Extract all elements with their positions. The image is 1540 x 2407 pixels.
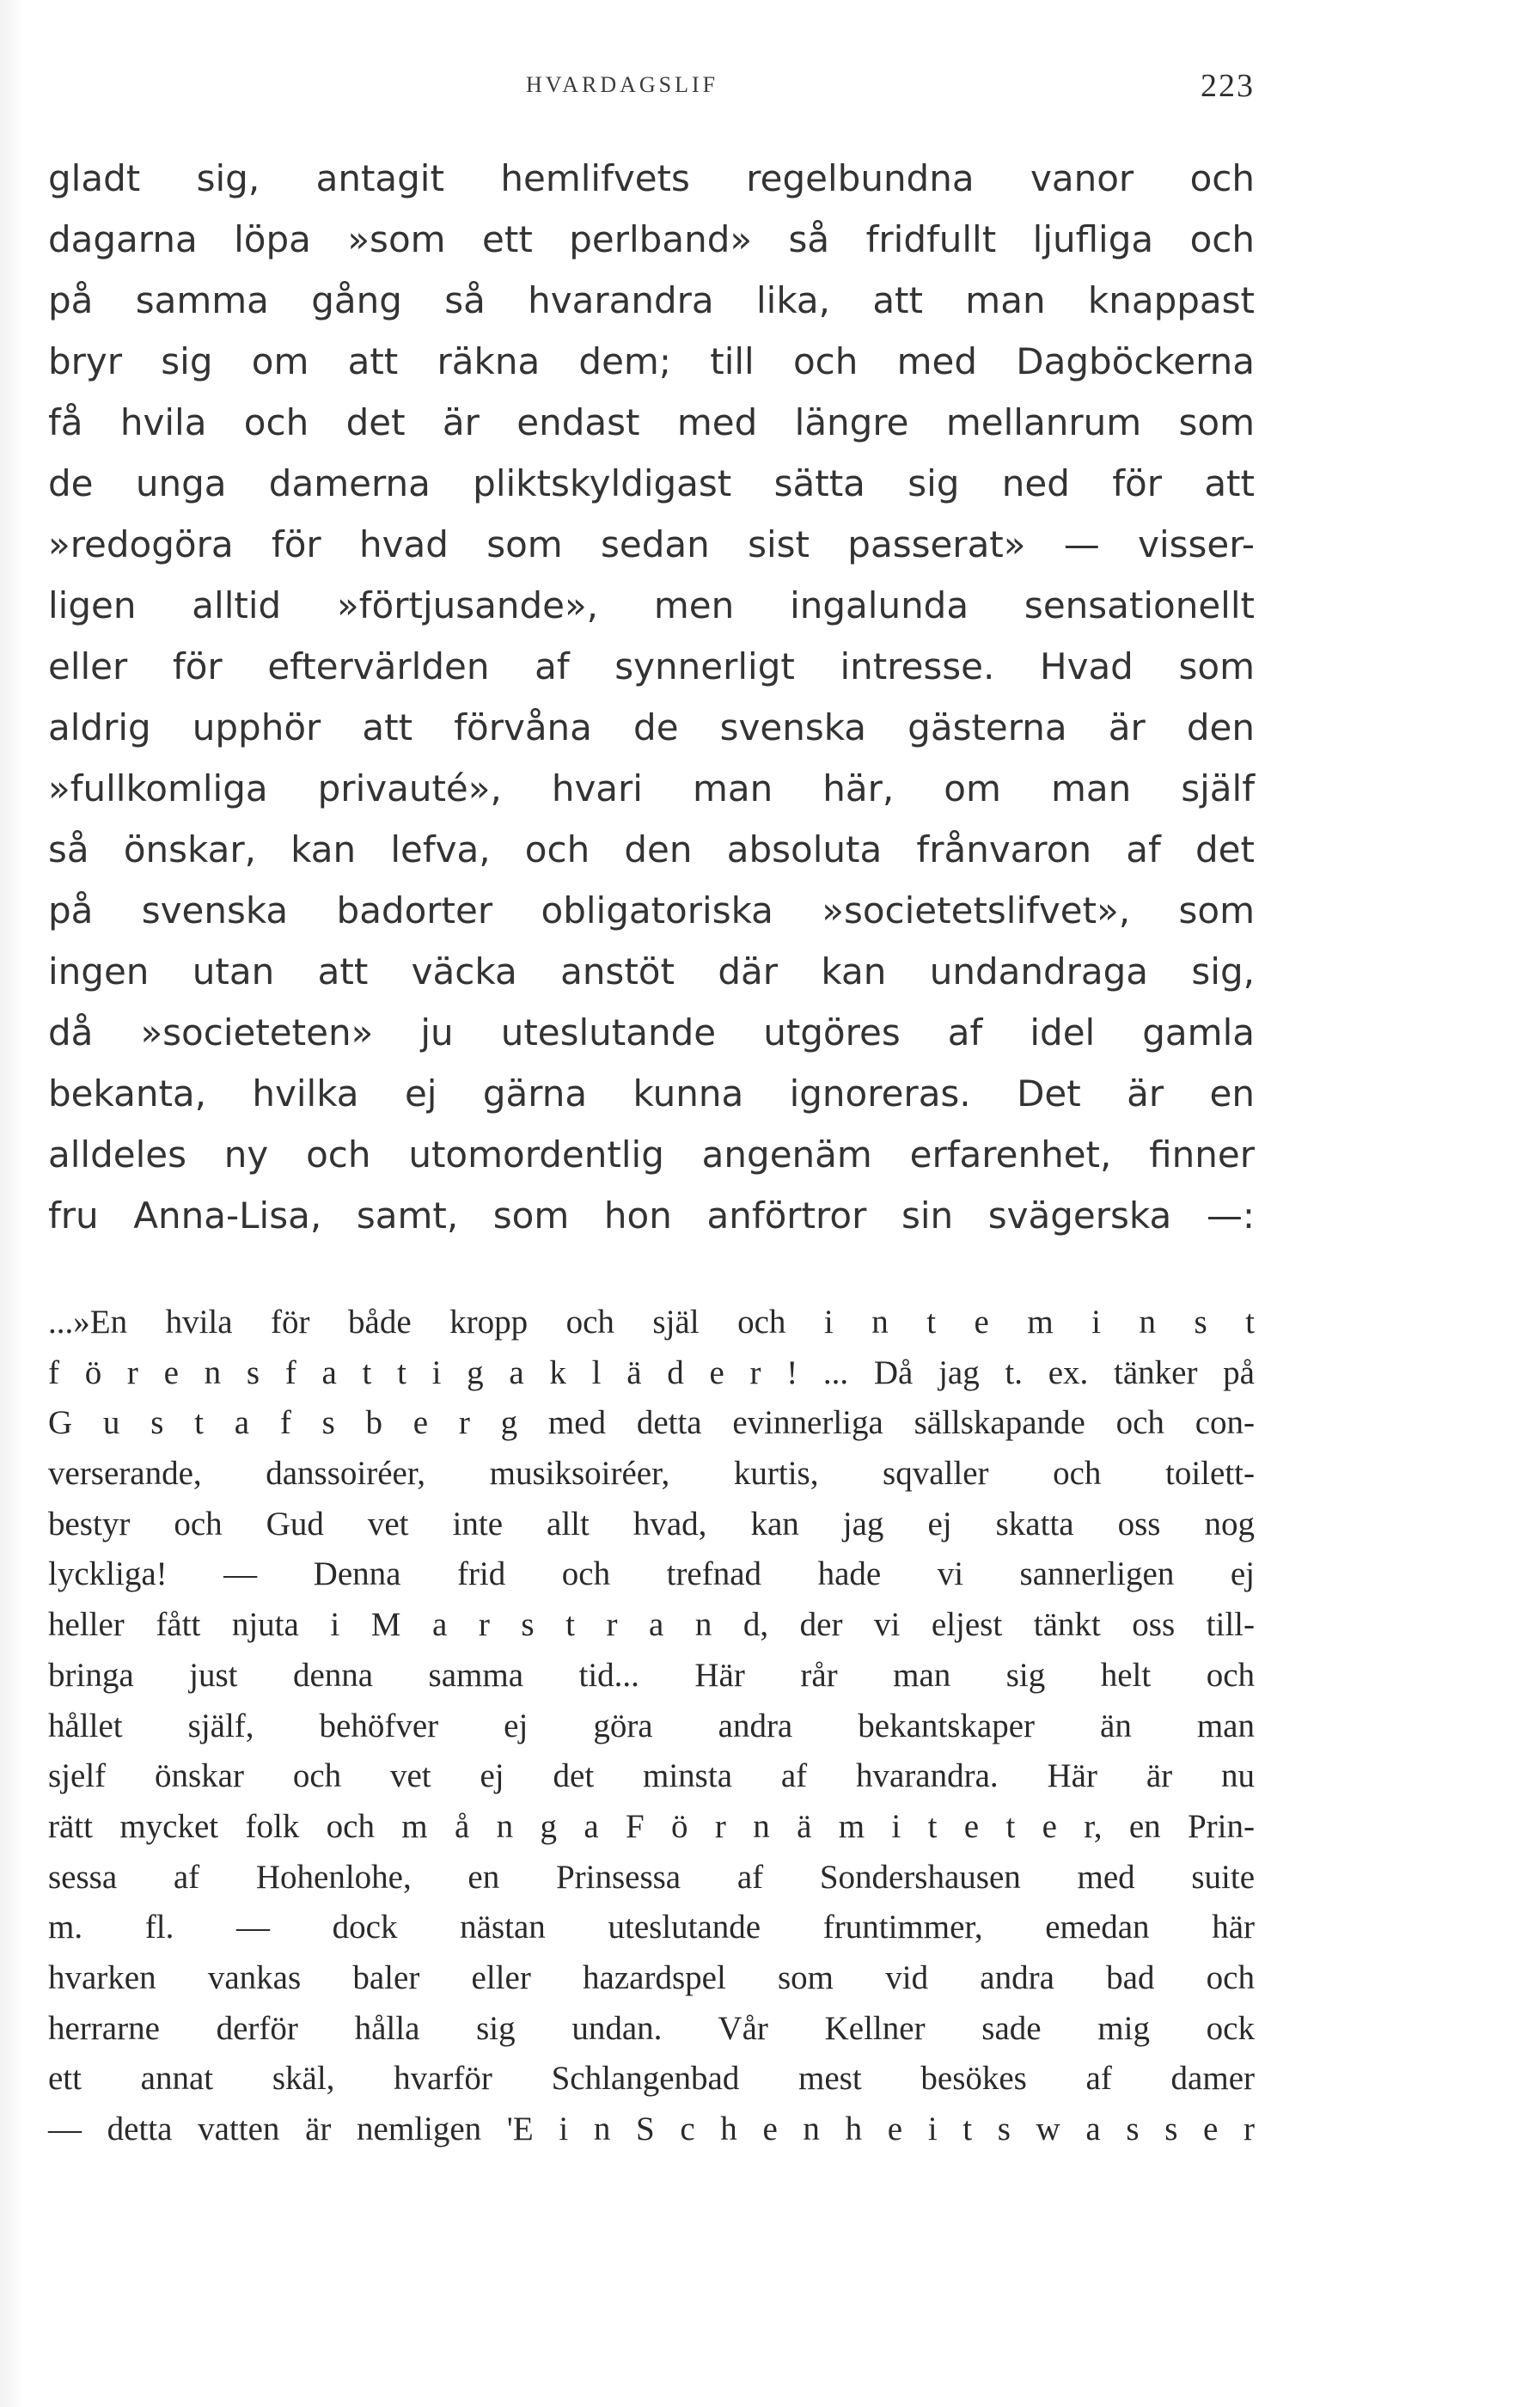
body-line: alldeles ny och utomordentlig angenäm erfarenhet, finner <box>48 1133 1255 1176</box>
quote-line: sjelf önskar och vet ej det minsta af hvarandra. Här är nu <box>48 1757 1255 1795</box>
quote-line: ...»En hvila för både kropp och själ och i n t e m i n s t <box>48 1304 1255 1341</box>
body-paragraph <box>48 148 1255 1246</box>
quote-line: bringa just denna samma tid... Här rår man sig helt och <box>48 1656 1255 1694</box>
quoted-letter <box>48 1298 1255 2155</box>
quote-line: sessa af Hohenlohe, en Prinsessa af Sondershausen med suite <box>48 1858 1255 1896</box>
quote-line: rätt mycket folk och m å n g a F ö r n ä m i t e t e r, en Prin- <box>48 1807 1255 1845</box>
body-line: bekanta, hvilka ej gärna kunna ignoreras. Det är en <box>48 1072 1255 1115</box>
quote-line: m. fl. — dock nästan uteslutande fruntimmer, emedan här <box>48 1909 1255 1946</box>
body-line: ingen utan att väcka anstöt där kan undandraga sig, <box>48 950 1255 993</box>
body-line: fru Anna-Lisa, samt, som hon anförtror sin svägerska —: <box>48 1194 1255 1237</box>
quote-line: ett annat skäl, hvarför Schlangenbad mest besökes af damer <box>48 2060 1255 2098</box>
scan-edge-shadow <box>0 0 24 2407</box>
body-line: då »societeten» ju uteslutande utgöres af idel gamla <box>48 1011 1255 1054</box>
quote-line: herrarne derför hålla sig undan. Vår Kellner sade mig ock <box>48 2009 1255 2047</box>
running-head: HVARDAGSLIF <box>526 72 719 97</box>
body-line: aldrig upphör att förvåna de svenska gästerna är den <box>48 706 1255 748</box>
quote-line: hvarken vankas baler eller hazardspel som vid andra bad och <box>48 1958 1255 1996</box>
page-header <box>48 67 1255 110</box>
page-number: 223 <box>1201 68 1255 104</box>
body-line: så önskar, kan lefva, och den absoluta frånvaron af det <box>48 828 1255 871</box>
quote-line: heller fått njuta i M a r s t r a n d, der vi eljest tänkt oss till- <box>48 1606 1255 1644</box>
body-line: eller för eftervärlden af synnerligt intresse. Hvad som <box>48 645 1255 687</box>
quote-line: G u s t a f s b e r g med detta evinnerliga sällskapande och con- <box>48 1404 1255 1442</box>
quote-line: f ö r e n s f a t t i g a k l ä d e r ! ... Då jag t. ex. tänker på <box>48 1353 1255 1391</box>
body-line: bryr sig om att räkna dem; till och med Dagböckerna <box>48 340 1255 382</box>
body-line: dagarna löpa »som ett perlband» så fridfullt ljufliga och <box>48 218 1255 260</box>
body-line: på samma gång så hvarandra lika, att man knappast <box>48 279 1255 321</box>
quote-line: hållet själf, behöfver ej göra andra bekantskaper än man <box>48 1707 1255 1744</box>
body-line: de unga damerna pliktskyldigast sätta sig ned för att <box>48 462 1255 504</box>
quote-line: lyckliga! — Denna frid och trefnad hade vi sannerligen ej <box>48 1555 1255 1593</box>
body-line: få hvila och det är endast med längre mellanrum som <box>48 401 1255 443</box>
body-line: gladt sig, antagit hemlifvets regelbundna vanor och <box>48 157 1255 199</box>
quote-line: — detta vatten är nemligen 'E i n S c h e n h e i t s w a s s e r <box>48 2111 1255 2147</box>
body-line: ligen alltid »förtjusande», men ingalunda sensationellt <box>48 584 1255 626</box>
body-line: på svenska badorter obligatoriska »societetslifvet», som <box>48 889 1255 932</box>
body-line: »redogöra för hvad som sedan sist passerat» — visser- <box>48 523 1255 565</box>
quote-line: verserande, danssoiréer, musiksoiréer, kurtis, sqvaller och toilett- <box>48 1455 1255 1493</box>
body-line: »fullkomliga privauté», hvari man här, om man själf <box>48 767 1255 809</box>
quote-line: bestyr och Gud vet inte allt hvad, kan jag ej skatta oss nog <box>48 1505 1255 1543</box>
